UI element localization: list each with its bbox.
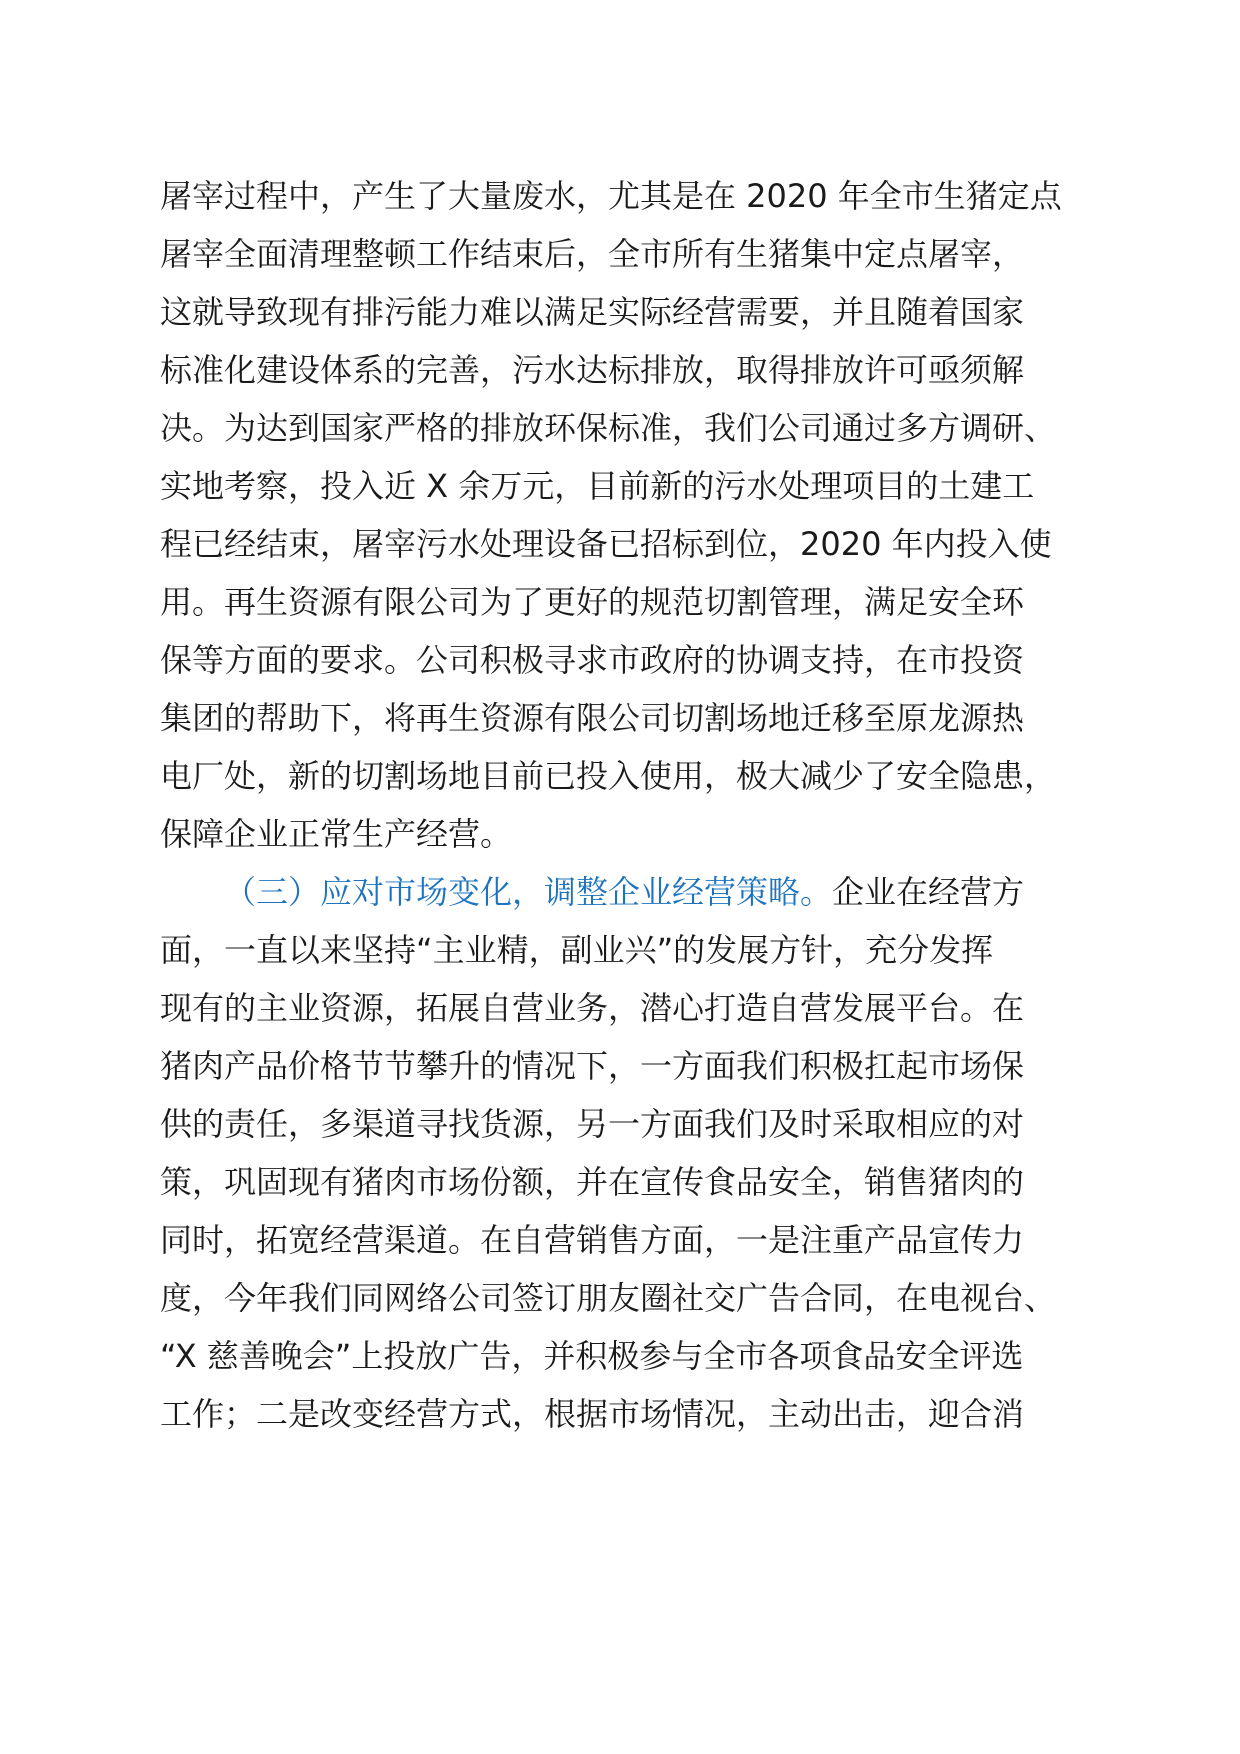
body-line: 现有的主业资源，拓展自营业务，潜心打造自营发展平台。在 (160, 989, 1025, 1027)
body-line: 用。再生资源有限公司为了更好的规范切割管理，满足安全环 (160, 583, 1025, 621)
body-line: 度，今年我们同网络公司签订朋友圈社交广告合同，在电视台、 (160, 1279, 1057, 1317)
body-line: 供的责任，多渠道寻找货源，另一方面我们及时采取相应的对 (160, 1105, 1025, 1143)
body-line: 保等方面的要求。公司积极寻求市政府的协调支持，在市投资 (160, 641, 1025, 679)
body-line: 策，巩固现有猪肉市场份额，并在宣传食品安全，销售猪肉的 (160, 1163, 1025, 1201)
body-line: 电厂处，新的切割场地目前已投入使用，极大减少了安全隐患， (160, 757, 1057, 795)
body-line: 标准化建设体系的完善，污水达标排放，取得排放许可亟须解 (160, 351, 1025, 389)
body-line: 屠宰过程中，产生了大量废水，尤其是在 2020 年全市生猪定点 (160, 177, 1062, 215)
body-line: 面，一直以来坚持“主业精，副业兴”的发展方针，充分发挥 (160, 931, 994, 969)
body-line: 保障企业正常生产经营。 (160, 815, 513, 853)
body-line: 集团的帮助下，将再生资源有限公司切割场地迁移至原龙源热 (160, 699, 1025, 737)
body-line: 屠宰全面清理整顿工作结束后，全市所有生猪集中定点屠宰， (160, 235, 1025, 273)
body-line: 实地考察，投入近 X 余万元，目前新的污水处理项目的土建工 (160, 467, 1035, 505)
body-line: 猪肉产品价格节节攀升的情况下，一方面我们积极扛起市场保 (160, 1047, 1025, 1085)
section-3-first-line-text: 企业在经营方 (832, 873, 1025, 911)
section-3-first-line (224, 872, 1024, 912)
body-line: 程已经结束，屠宰污水处理设备已招标到位，2020 年内投入使 (160, 525, 1052, 563)
body-line: 同时，拓宽经营渠道。在自营销售方面，一是注重产品宣传力 (160, 1221, 1025, 1259)
body-line: 这就导致现有排污能力难以满足实际经营需要，并且随着国家 (160, 293, 1025, 331)
body-line: 工作；二是改变经营方式，根据市场情况，主动出击，迎合消 (160, 1395, 1025, 1433)
section-3-heading: （三）应对市场变化，调整企业经营策略。 (224, 873, 833, 911)
body-line: 决。为达到国家严格的排放环保标准，我们公司通过多方调研、 (160, 409, 1057, 447)
body-line: “X 慈善晚会”上投放广告，并积极参与全市各项食品安全评选 (160, 1337, 1024, 1375)
